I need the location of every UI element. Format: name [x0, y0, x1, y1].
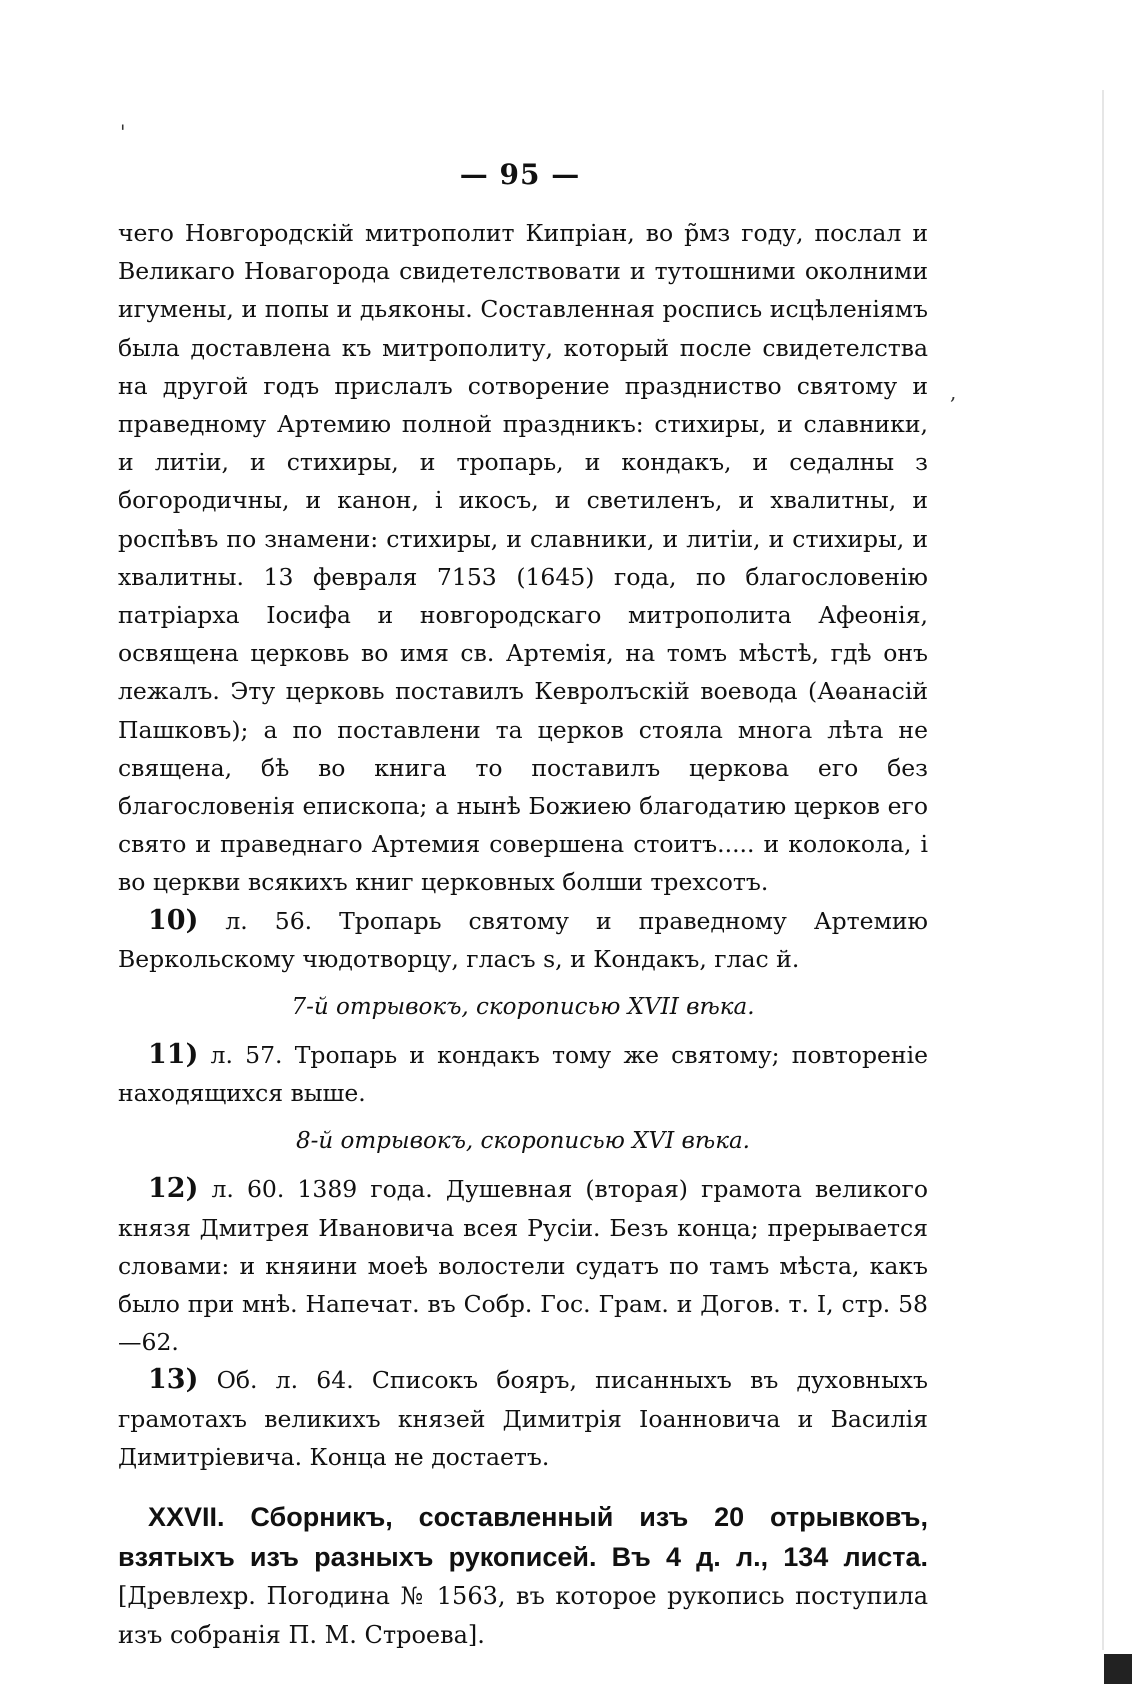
- item-11-text: л. 57. Тропарь и кондакъ тому же святому; повтореніе находящихся выше.: [118, 1041, 928, 1108]
- fragment-heading-8: 8-й отрывокъ, скорописью XVI вѣка.: [295, 1128, 750, 1155]
- paragraph-1: чего Новгородскій митрополит Кипріан, во р̃мз году, послал и Великаго Новагорода свидетелствовати и тутошними околними игумены, и попы и дьяконы. Составленная роспись исцѣленіямъ была доставлена къ митрополиту, который после свидетелства на другой годъ прислалъ сотворение праздниство святому и праведному Артемию полной праздникъ: стихиры, и славники, и литіи, и стихиры, и тропарь, и кондакъ, и седалны з богородичны, и канон, і икосъ, и светиленъ, и хвалитны, и роспѣвъ по знамени: стихиры, и славники, и литіи, и стихиры, и хвалитны. 13 февраля 7153 (1645) года, по благословенію патріарха Іосифа и новгородскаго митрополита Афеонія, освящена церковь во имя св. Артемія, на томъ мѣстѣ, гдѣ онъ лежалъ. Эту церковь поставилъ Кевролъскій воевода (Аѳанасій Пашковъ); а по поставлени та церков стояла многа лѣта не священа, бѣ во книга то поставилъ церкова его без благословенія епископа; а нынѣ Божиею благодатию церков его свято и праведнаго Артемия совершена стоитъ..... и колокола, і во церкви всякихъ книг церковных болши трехсотъ.: [118, 219, 928, 897]
- section-xxvii: [118, 1498, 928, 1654]
- section-xxvii-source: [Древлехр. Погодина № 1563, въ которое рукопись поступила изъ собранія П. М. Строева].: [118, 1582, 928, 1649]
- item-13: [118, 1361, 928, 1476]
- item-12: [118, 1170, 928, 1361]
- item-10-number: 10): [148, 904, 199, 936]
- fragment-heading-7: 7-й отрывокъ, скорописью XVII вѣка.: [291, 994, 755, 1021]
- margin-mark-comma: ,: [950, 380, 957, 404]
- item-11: [118, 1036, 928, 1112]
- item-10: [118, 902, 928, 978]
- page-edge-mark: [1104, 1654, 1132, 1684]
- item-10-text: л. 56. Тропарь святому и праведному Артемию Веркольскому чюдотворцу, гласъ ѕ, и Кондакъ, глас й.: [118, 906, 928, 973]
- item-12-text: л. 60. 1389 года. Душевная (вторая) грамота великого князя Дмитрея Ивановича всея Русіи. Безъ конца; прерывается словами: и княини моеѣ волостели судатъ по тамъ мѣста, какъ было при мнѣ. Напечат. въ Собр. Гос. Грам. и Догов. т. I, стр. 58—62.: [118, 1175, 928, 1357]
- item-13-text: Об. л. 64. Списокъ бояръ, писанныхъ въ духовныхъ грамотахъ великихъ князей Димитрія Іоанновича и Василія Димитріевича. Конца не достаетъ.: [118, 1366, 928, 1471]
- section-xxvii-title: XXVII. Сборникъ, составленный изъ 20 отрывковъ, взятыхъ изъ разныхъ рукописей. Въ 4 д. л., 134 листа.: [118, 1502, 928, 1572]
- page-edge-line: [1102, 90, 1104, 1650]
- margin-mark-tick: ': [120, 120, 126, 144]
- page-number: — 95 —: [459, 158, 581, 191]
- item-12-number: 12): [148, 1173, 199, 1205]
- item-11-number: 11): [148, 1039, 199, 1071]
- body-text: [118, 214, 928, 1678]
- item-13-number: 13): [148, 1364, 199, 1396]
